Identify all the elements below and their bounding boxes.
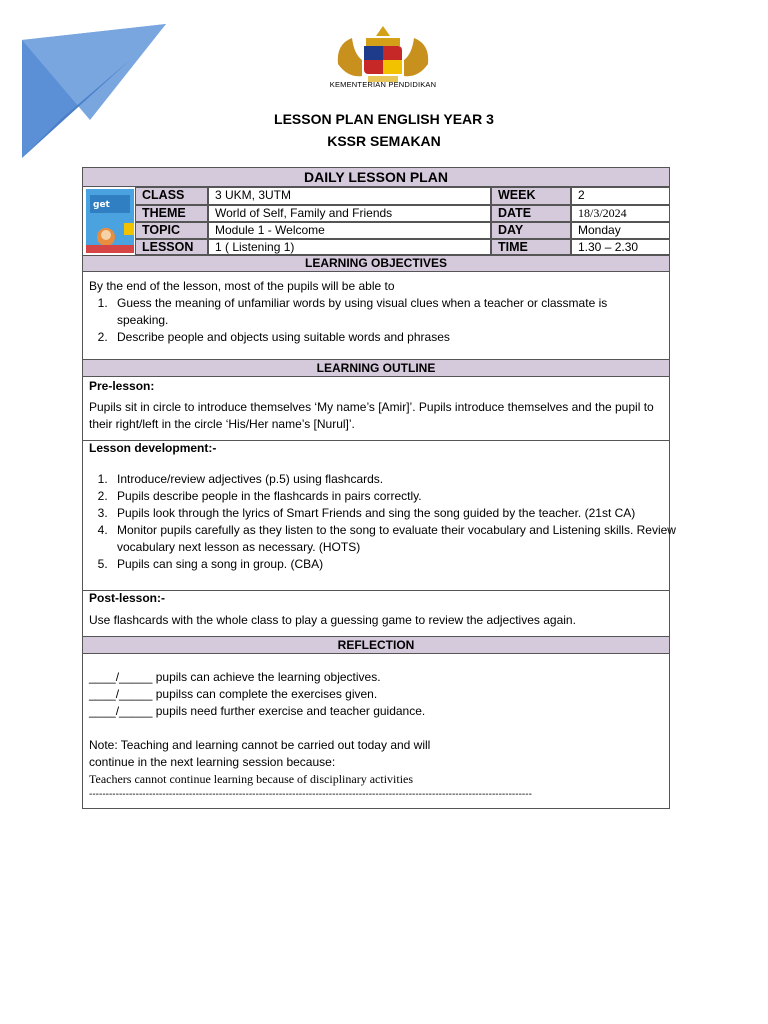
- list-item: 1. Guess the meaning of unfamiliar words by using visual clues when a teacher or classmate is speaking.: [111, 295, 659, 329]
- class-label: CLASS: [135, 187, 208, 205]
- post-lesson-text: Use flashcards with the whole class to play a guessing game to review the adjectives again.: [89, 613, 576, 627]
- time-value: 1.30 – 2.30: [571, 239, 670, 255]
- objectives-list: [89, 295, 659, 346]
- outline-heading: LEARNING OUTLINE: [83, 359, 669, 377]
- divider: [83, 590, 669, 591]
- week-label: WEEK: [491, 187, 571, 205]
- date-value: 18/3/2024: [571, 205, 670, 222]
- pre-lesson-text: Pupils sit in circle to introduce themselves ‘My name’s [Amir]’. Pupils introduce themselves and the pupil to their right/left in the circle ‘His/Her name’s [Nurul]’.: [89, 400, 654, 431]
- list-item: 2. Describe people and objects using suitable words and phrases: [111, 329, 659, 346]
- plan-heading: DAILY LESSON PLAN: [83, 168, 669, 187]
- pre-lesson-label: Pre-lesson:: [89, 379, 155, 393]
- class-value: 3 UKM, 3UTM: [208, 187, 491, 205]
- week-value: 2: [571, 187, 670, 205]
- reflection-line: ____/_____ pupils need further exercise and teacher guidance.: [89, 704, 426, 718]
- textbook-cover-icon: [86, 189, 134, 253]
- objectives-heading: LEARNING OBJECTIVES: [83, 255, 669, 272]
- list-item: 5. Pupils can sing a song in group. (CBA): [111, 556, 681, 573]
- page-title: LESSON PLAN ENGLISH YEAR 3: [274, 111, 494, 127]
- list-item: 3. Pupils look through the lyrics of Smart Friends and sing the song guided by the teacher. (21st CA): [111, 505, 681, 522]
- topic-label: TOPIC: [135, 222, 208, 239]
- lesson-plan-table: [82, 167, 676, 809]
- reason-text: Teachers cannot continue learning because of disciplinary activities: [89, 772, 414, 786]
- page-subtitle: KSSR SEMAKAN: [327, 133, 441, 149]
- list-item: 2. Pupils describe people in the flashcards in pairs correctly.: [111, 488, 681, 505]
- reflection-line: ____/_____ pupilss can complete the exercises given.: [89, 687, 378, 701]
- svg-text:get: get: [93, 200, 110, 210]
- day-label: DAY: [491, 222, 571, 239]
- date-label: DATE: [491, 205, 571, 222]
- objectives-intro: By the end of the lesson, most of the pupils will be able to: [89, 279, 395, 293]
- post-lesson-label: Post-lesson:-: [89, 591, 166, 605]
- dashed-line: -------------------------------------------------------------------------------------------------------------------------------------: [89, 789, 532, 800]
- note-text: continue in the next learning session because:: [89, 755, 336, 769]
- development-list: [89, 471, 681, 573]
- reflection-line: ____/_____ pupils can achieve the learning objectives.: [89, 670, 381, 684]
- ministry-label: KEMENTERIAN PENDIDIKAN: [329, 80, 437, 89]
- list-item: 4. Monitor pupils carefully as they listen to the song to evaluate their vocabulary and Listening skills. Review vocabulary next lesson as necessary. (HOTS): [111, 522, 681, 556]
- list-item: 1. Introduce/review adjectives (p.5) using flashcards.: [111, 471, 681, 488]
- lesson-value: 1 ( Listening 1): [208, 239, 491, 255]
- reflection-heading: REFLECTION: [83, 636, 669, 654]
- lesson-label: LESSON: [135, 239, 208, 255]
- topic-value: Module 1 - Welcome: [208, 222, 491, 239]
- objectives-section: [89, 278, 659, 346]
- theme-value: World of Self, Family and Friends: [208, 205, 491, 222]
- lesson-development-label: Lesson development:-: [89, 441, 217, 455]
- theme-label: THEME: [135, 205, 208, 222]
- reflection-section: [89, 669, 659, 802]
- time-label: TIME: [491, 239, 571, 255]
- day-value: Monday: [571, 222, 670, 239]
- note-text: Note: Teaching and learning cannot be carried out today and will: [89, 738, 431, 752]
